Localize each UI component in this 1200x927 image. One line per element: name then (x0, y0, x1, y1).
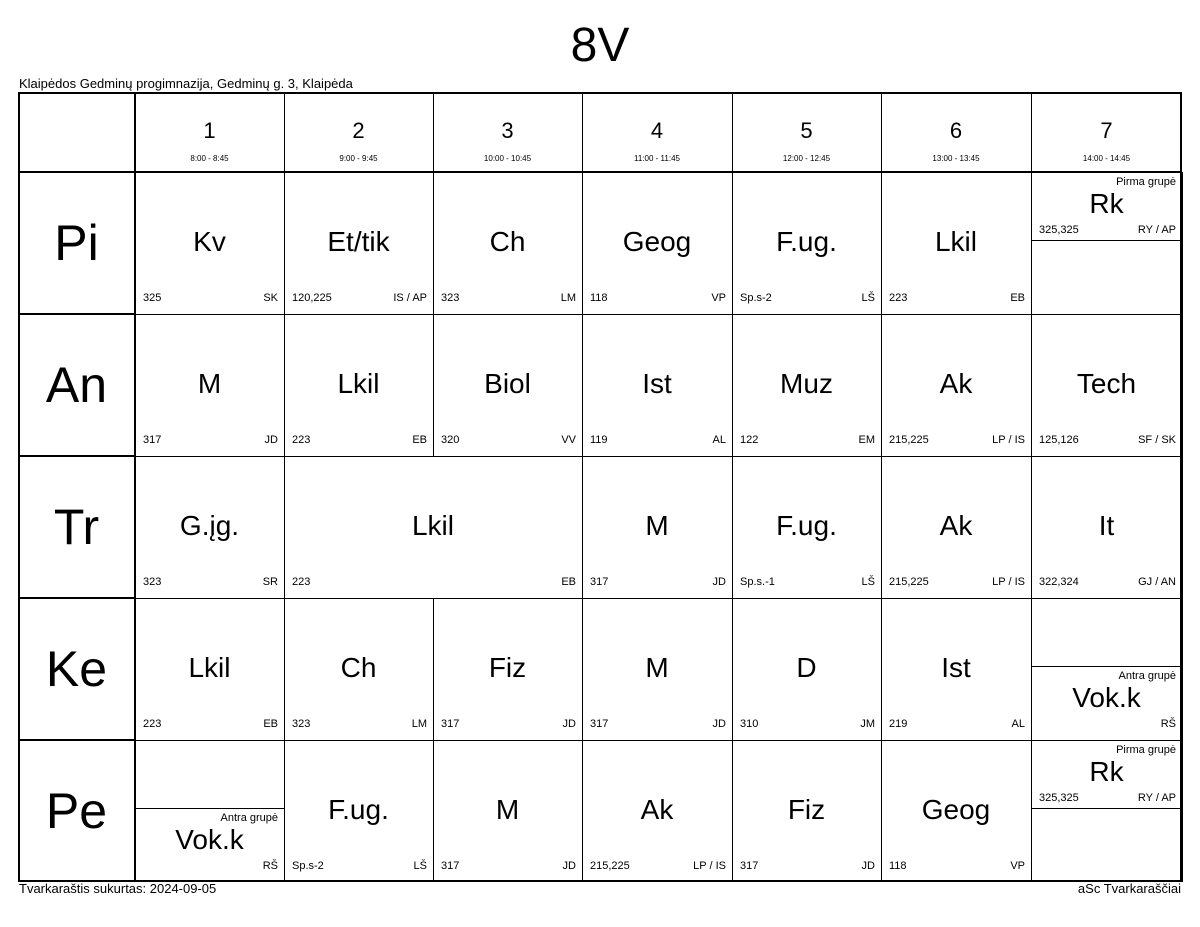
lesson-teacher: JD (712, 718, 726, 730)
lesson-teacher: JD (562, 718, 576, 730)
lesson-teacher: EM (858, 434, 875, 446)
lesson-teacher: JD (861, 860, 875, 872)
lesson-room: Sp.s-2 (292, 860, 324, 872)
row-divider (135, 456, 1182, 457)
period-header (582, 92, 732, 172)
lesson-cell (135, 598, 284, 740)
lesson-room: Sp.s.-1 (740, 576, 775, 588)
lesson-teacher: RY / AP (1137, 792, 1176, 804)
corner-cell (18, 92, 135, 172)
lesson-group: Pirma grupė (1116, 744, 1176, 756)
timetable-grid (18, 92, 1182, 882)
lesson-room: 223 (889, 292, 908, 304)
lesson-room: 322,324 (1039, 576, 1079, 588)
column-divider (1182, 598, 1183, 740)
lesson-teacher: EB (561, 576, 576, 588)
lesson-subject: Biol (484, 368, 531, 399)
lesson-room: 219 (889, 718, 908, 730)
column-divider (1031, 92, 1032, 172)
day-divider (18, 455, 135, 457)
lesson-room: 125,126 (1039, 434, 1079, 446)
lesson-cell (582, 598, 732, 740)
lesson-teacher: RŠ (262, 860, 278, 872)
day-name: Pe (45, 783, 108, 839)
day-name: Pi (54, 215, 99, 271)
period-header (881, 92, 1031, 172)
lesson-cell (1031, 314, 1182, 456)
lesson-cell (732, 456, 881, 598)
lesson-subject: M (645, 652, 669, 683)
column-divider (1031, 314, 1032, 456)
lesson-teacher: LŠ (861, 292, 875, 304)
lesson-group: Antra grupė (220, 812, 278, 824)
lesson-teacher: LP / IS (992, 434, 1025, 446)
lesson-group: Antra grupė (1118, 670, 1176, 682)
lesson-teacher: SR (262, 576, 278, 588)
lesson-subject: Lkil (411, 510, 454, 541)
lesson-teacher: JD (712, 576, 726, 588)
column-divider (881, 172, 882, 314)
frame-line (18, 92, 1182, 94)
lesson-teacher: AL (1011, 718, 1025, 730)
period-number: 3 (501, 118, 514, 143)
column-divider (732, 92, 733, 172)
lesson-subject: F.ug. (776, 510, 837, 541)
day-name: An (45, 357, 108, 413)
lesson-cell (881, 740, 1031, 882)
column-divider (433, 92, 434, 172)
lesson-cell (135, 456, 284, 598)
lesson-room: 223 (143, 718, 162, 730)
lesson-room: 215,225 (889, 576, 929, 588)
column-divider (732, 456, 733, 598)
lesson-room: 323 (441, 292, 460, 304)
lesson-subject: Lkil (934, 226, 977, 257)
lesson-cell (284, 172, 433, 314)
column-divider (284, 456, 285, 598)
lesson-room: 223 (292, 434, 311, 446)
column-divider (732, 172, 733, 314)
lesson-cell (284, 456, 582, 598)
lesson-cell (433, 598, 582, 740)
column-divider (582, 740, 583, 882)
lesson-cell (582, 172, 732, 314)
lesson-teacher: VP (711, 292, 726, 304)
lesson-cell (135, 808, 284, 882)
lesson-subject: Rk (1089, 188, 1124, 219)
column-divider (433, 314, 434, 456)
lesson-subject: Lkil (188, 652, 231, 683)
lesson-subject: Ak (939, 510, 973, 541)
period-number: 1 (203, 118, 216, 143)
column-divider (582, 456, 583, 598)
group-divider (1031, 666, 1182, 667)
lesson-room: 122 (740, 434, 759, 446)
lesson-subject: Muz (780, 368, 833, 399)
lesson-subject: Ch (340, 652, 377, 683)
lesson-teacher: GJ / AN (1138, 576, 1176, 588)
period-time: 9:00 - 9:45 (339, 154, 378, 163)
day-name: Ke (45, 641, 108, 697)
lesson-room: 317 (740, 860, 759, 872)
day-divider (18, 597, 135, 599)
lesson-room: 323 (143, 576, 162, 588)
lesson-teacher: EB (1010, 292, 1025, 304)
lesson-subject: It (1098, 510, 1115, 541)
group-divider (1031, 808, 1182, 809)
lesson-cell (135, 172, 284, 314)
column-divider (284, 92, 285, 172)
column-divider (881, 92, 882, 172)
row-divider (135, 598, 1182, 599)
period-time: 14:00 - 14:45 (1082, 154, 1131, 163)
lesson-teacher: LŠ (413, 860, 427, 872)
lesson-subject: D (796, 652, 817, 683)
period-time: 8:00 - 8:45 (190, 154, 229, 163)
lesson-room: 317 (441, 860, 460, 872)
lesson-room: 325,325 (1039, 792, 1079, 804)
lesson-cell (732, 314, 881, 456)
lesson-cell (881, 456, 1031, 598)
lesson-room: 118 (590, 292, 608, 304)
column-divider (881, 314, 882, 456)
lesson-teacher: VV (561, 434, 576, 446)
lesson-subject: Geog (622, 226, 692, 257)
period-header (1031, 92, 1182, 172)
lesson-room: 118 (889, 860, 907, 872)
lesson-cell (582, 740, 732, 882)
lesson-teacher: LŠ (861, 576, 875, 588)
lesson-teacher: JD (562, 860, 576, 872)
lesson-room: 325 (143, 292, 162, 304)
lesson-teacher: JM (860, 718, 875, 730)
column-divider (881, 456, 882, 598)
lesson-subject: Fiz (488, 652, 527, 683)
lesson-room: 325,325 (1039, 224, 1079, 236)
period-number: 5 (800, 118, 813, 143)
day-divider (18, 739, 135, 741)
lesson-room: 310 (740, 718, 759, 730)
lesson-subject: Vok.k (1072, 682, 1141, 713)
lesson-cell (135, 314, 284, 456)
lesson-subject: F.ug. (328, 794, 389, 825)
column-divider (881, 740, 882, 882)
lesson-cell (881, 172, 1031, 314)
lesson-cell (433, 172, 582, 314)
group-divider (135, 808, 284, 809)
column-divider (284, 598, 285, 740)
lesson-room: 120,225 (292, 292, 332, 304)
lesson-subject: Geog (921, 794, 991, 825)
column-divider (732, 314, 733, 456)
lesson-cell (732, 172, 881, 314)
column-divider (1182, 456, 1183, 598)
lesson-room: 323 (292, 718, 311, 730)
period-time: 12:00 - 12:45 (782, 154, 831, 163)
period-number: 6 (949, 118, 963, 143)
column-divider (582, 598, 583, 740)
lesson-cell (881, 598, 1031, 740)
lesson-room: Sp.s-2 (740, 292, 772, 304)
lesson-cell (582, 314, 732, 456)
column-divider (1182, 314, 1183, 456)
period-header (284, 92, 433, 172)
day-name: Tr (53, 499, 100, 555)
lesson-teacher: AL (712, 434, 726, 446)
column-divider (284, 172, 285, 314)
period-header (732, 92, 881, 172)
software-credit: aSc Tvarkaraščiai (1077, 881, 1181, 896)
lesson-teacher: JD (264, 434, 278, 446)
period-header (433, 92, 582, 172)
column-divider (1031, 456, 1032, 598)
lesson-cell (284, 740, 433, 882)
row-divider (135, 740, 1182, 741)
lesson-subject: M (645, 510, 669, 541)
column-divider (732, 740, 733, 882)
period-number: 7 (1100, 118, 1113, 143)
lesson-teacher: SK (263, 292, 278, 304)
lesson-cell (1031, 666, 1182, 740)
timetable-title: 8V (570, 19, 630, 72)
column-divider (1182, 740, 1183, 882)
lesson-subject: Tech (1076, 368, 1137, 399)
lesson-room: 317 (441, 718, 460, 730)
lesson-cell (1031, 740, 1182, 808)
lesson-subject: Lkil (337, 368, 380, 399)
lesson-subject: Fiz (787, 794, 826, 825)
frame-line (1180, 92, 1182, 882)
lesson-teacher: EB (412, 434, 427, 446)
lesson-room: 215,225 (889, 434, 929, 446)
lesson-cell (1031, 456, 1182, 598)
period-time: 11:00 - 11:45 (634, 154, 680, 163)
lesson-teacher: SF / SK (1138, 434, 1176, 446)
lesson-room: 320 (441, 434, 460, 446)
column-divider (1031, 740, 1032, 882)
school-name: Klaipėdos Gedminų progimnazija, Gedminų g. 3, Klaipėda (19, 76, 353, 91)
lesson-cell (1031, 172, 1182, 240)
lesson-cell (732, 598, 881, 740)
lesson-teacher: LP / IS (693, 860, 726, 872)
column-divider (1182, 172, 1183, 314)
lesson-subject: M (197, 368, 222, 399)
lesson-cell (284, 314, 433, 456)
lesson-subject: G.įg. (179, 510, 240, 541)
lesson-subject: Vok.k (175, 824, 244, 855)
lesson-teacher: RŠ (1160, 718, 1176, 730)
column-divider (284, 314, 285, 456)
lesson-cell (433, 740, 582, 882)
column-divider (582, 314, 583, 456)
lesson-teacher: LM (411, 718, 427, 730)
column-divider (881, 598, 882, 740)
column-divider (433, 740, 434, 882)
column-divider (433, 598, 434, 740)
lesson-subject: Ak (640, 794, 674, 825)
lesson-room: 317 (590, 718, 609, 730)
frame-line (18, 92, 20, 882)
column-divider (1031, 598, 1032, 740)
lesson-teacher: VP (1010, 860, 1025, 872)
lesson-room: 317 (143, 434, 162, 446)
group-divider (1031, 240, 1182, 241)
column-divider (433, 172, 434, 314)
lesson-subject: Kv (193, 226, 226, 257)
column-divider (582, 172, 583, 314)
lesson-cell (881, 314, 1031, 456)
period-time: 10:00 - 10:45 (483, 154, 532, 163)
lesson-teacher: IS / AP (393, 292, 427, 304)
lesson-group: Pirma grupė (1116, 176, 1176, 188)
lesson-room: 119 (590, 434, 608, 446)
lesson-cell (284, 598, 433, 740)
period-number: 2 (352, 118, 365, 143)
lesson-room: 215,225 (590, 860, 630, 872)
lesson-teacher: EB (263, 718, 278, 730)
day-divider (18, 313, 135, 315)
lesson-subject: F.ug. (776, 226, 837, 257)
lesson-teacher: LP / IS (992, 576, 1025, 588)
period-header (135, 92, 284, 172)
created-date: Tvarkaraštis sukurtas: 2024-09-05 (19, 881, 217, 896)
lesson-room: 223 (292, 576, 311, 588)
column-divider (732, 598, 733, 740)
lesson-subject: Rk (1089, 756, 1124, 787)
frame-line (134, 92, 136, 882)
lesson-room: 317 (590, 576, 609, 588)
frame-line (18, 171, 1182, 173)
lesson-cell (433, 314, 582, 456)
lesson-teacher: LM (560, 292, 576, 304)
period-number: 4 (650, 118, 664, 143)
column-divider (1031, 172, 1032, 314)
lesson-subject: Ist (941, 652, 971, 683)
lesson-teacher: RY / AP (1137, 224, 1176, 236)
lesson-subject: Ak (939, 368, 973, 399)
lesson-cell (732, 740, 881, 882)
row-divider (135, 314, 1182, 315)
lesson-subject: Ch (489, 226, 526, 257)
period-time: 13:00 - 13:45 (932, 154, 980, 163)
lesson-subject: Ist (642, 368, 672, 399)
lesson-cell (582, 456, 732, 598)
lesson-subject: Et/tik (327, 226, 390, 257)
column-divider (582, 92, 583, 172)
lesson-subject: M (495, 794, 520, 825)
column-divider (284, 740, 285, 882)
